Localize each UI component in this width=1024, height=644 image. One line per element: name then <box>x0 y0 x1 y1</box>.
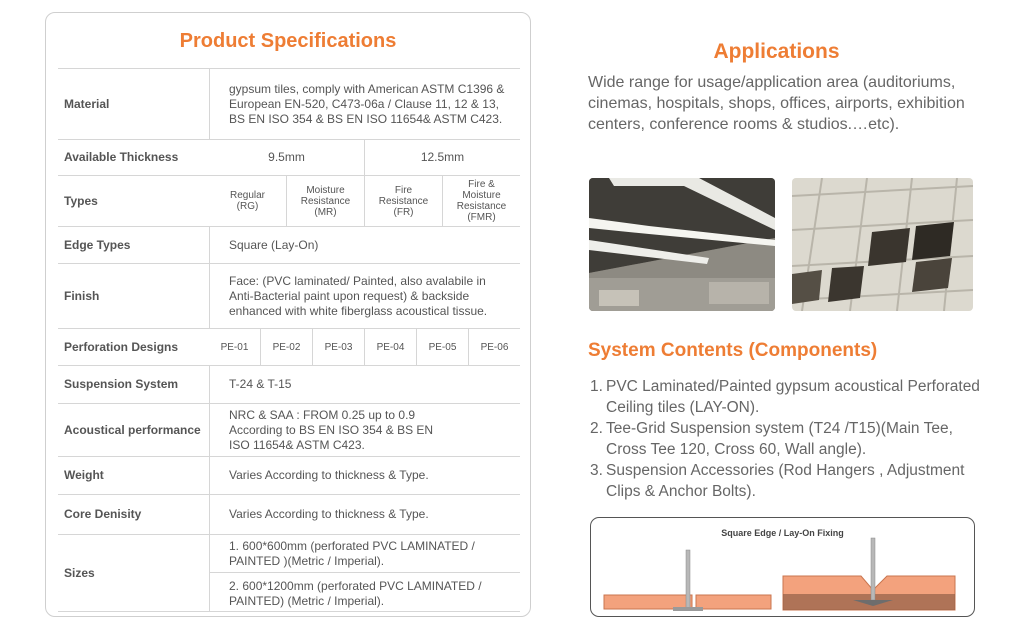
list-item: 1. PVC Laminated/Painted gypsum acoustical Perforated Ceiling tiles (LAY-ON). <box>590 378 980 416</box>
spec-value: NRC & SAA : FROM 0.25 up to 0.9 According to BS EN ISO 354 & BS EN ISO 11654& ASTM C423. <box>229 407 434 452</box>
applications-title: Applications <box>713 40 840 63</box>
spec-label: Material <box>64 96 110 111</box>
spec-label: Core Denisity <box>64 507 142 521</box>
size-option: 2. 600*1200mm (perforated PVC LAMINATED / PAINTED) (Metric / Imperial). <box>229 578 482 608</box>
spec-value: Square (Lay-On) <box>229 237 319 252</box>
diagram-title: Square Edge / Lay-On Fixing <box>721 528 844 538</box>
spec-label: Weight <box>64 468 104 482</box>
specifications-card <box>45 12 531 617</box>
spec-value: Varies According to thickness & Type. <box>229 468 429 482</box>
spec-row-material <box>58 68 520 139</box>
spec-label: Suspension System <box>64 377 179 391</box>
spec-row-core-density <box>58 494 520 534</box>
system-contents-title: System Contents (Components) <box>588 340 878 361</box>
perforation-cell: PE-01 <box>220 341 249 353</box>
spec-label: Types <box>64 193 98 208</box>
specifications-title: Product Specifications <box>179 30 397 52</box>
perforation-cell: PE-04 <box>364 329 416 365</box>
spec-value: Varies According to thickness & Type. <box>229 507 429 521</box>
spec-label: Acoustical performance <box>64 422 201 437</box>
list-item: 3. Suspension Accessories (Rod Hangers , Adjustment Clips & Anchor Bolts). <box>590 462 965 500</box>
spec-row-suspension <box>58 365 520 403</box>
perforation-cell: PE-05 <box>416 329 468 365</box>
size-option: 1. 600*600mm (perforated PVC LAMINATED / PAINTED )(Metric / Imperial). <box>209 535 520 573</box>
spec-row-types <box>58 175 520 226</box>
type-cell: Fire & Moisture Resistance (FMR) <box>442 176 520 226</box>
spec-label: Edge Types <box>64 237 131 252</box>
ceiling-photo-lights <box>589 178 775 311</box>
spec-value: gypsum tiles, comply with American ASTM C1396 & European EN-520, C473-06a / Clause 11, 12 & 13, BS EN ISO 354 & BS EN ISO 11654& ASTM C423. <box>229 81 505 126</box>
spec-row-finish <box>58 263 520 328</box>
thickness-cell: 9.5mm <box>268 150 305 164</box>
system-contents-list <box>590 376 990 502</box>
type-cell: Regular (RG) <box>229 190 266 212</box>
ceiling-photo-grid <box>792 178 973 311</box>
spec-value: Face: (PVC laminated/ Painted, also avalabile in Anti-Bacterial paint upon request) & backside enhanced with white fiberglass acoustical tissue. <box>229 273 488 318</box>
spec-label: Finish <box>64 288 100 303</box>
perforation-cell: PE-03 <box>312 329 364 365</box>
thickness-cell: 12.5mm <box>364 140 520 175</box>
spec-row-acoustical <box>58 403 520 456</box>
spec-row-perforation <box>58 328 520 365</box>
applications-text: Wide range for usage/application area (auditoriums, cinemas, hospitals, shops, offices, airports, exhibition centers, conference rooms & studios.…etc). <box>588 74 965 133</box>
spec-row-weight <box>58 456 520 494</box>
spec-label: Perforation Designs <box>64 339 179 354</box>
spec-value: T-24 & T-15 <box>229 377 292 391</box>
list-item: 2. Tee-Grid Suspension system (T24 /T15)(Main Tee, Cross Tee 120, Cross 60, Wall angle). <box>590 420 953 458</box>
perforation-cell: PE-06 <box>468 329 520 365</box>
lay-on-fixing-diagram <box>590 517 975 617</box>
type-cell: Moisture Resistance (MR) <box>286 176 364 226</box>
spec-label: Sizes <box>64 565 95 580</box>
type-cell: Fire Resistance (FR) <box>364 176 442 226</box>
spec-row-thickness <box>58 139 520 175</box>
spec-row-sizes <box>58 534 520 612</box>
perforation-cell: PE-02 <box>260 329 312 365</box>
spec-label: Available Thickness <box>64 150 179 164</box>
spec-row-edge <box>58 226 520 263</box>
